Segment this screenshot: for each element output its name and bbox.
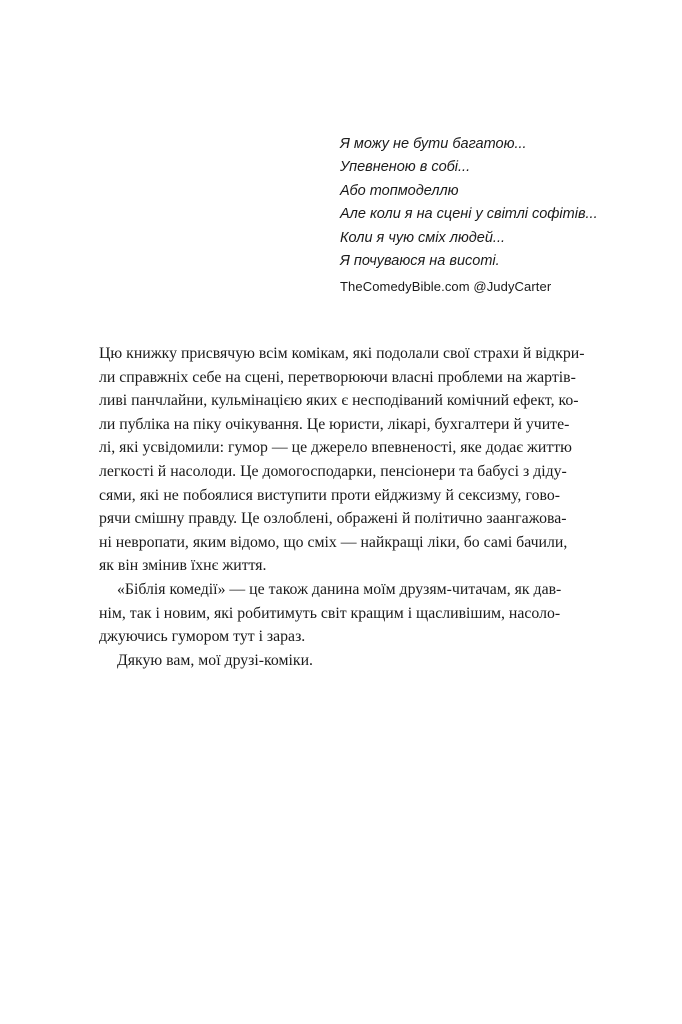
dedication-line: лі, які усвідомили: гумор — це джерело впевненості, яке додає життю xyxy=(99,439,572,457)
dedication-line: рячи смішну правду. Це озлоблені, ображені й політично заангажова- xyxy=(99,510,567,528)
dedication-text xyxy=(99,342,585,672)
epigraph-line: Коли я чую сміх людей... xyxy=(340,229,506,246)
dedication-line: Дякую вам, мої друзі-коміки. xyxy=(117,651,313,669)
dedication-line: ли публіка на піку очікування. Це юристи, лікарі, бухгалтери й учите- xyxy=(99,415,570,433)
epigraph-line: Я можу не бути багатою... xyxy=(340,136,527,152)
dedication-line: джуючись гумором тут і зараз. xyxy=(99,628,306,646)
dedication-line: «Біблія комедії» — це також данина моїм друзям-читачам, як дав- xyxy=(117,580,562,598)
dedication-line: сями, які не побоялися виступити проти ейджизму й сексизму, гово- xyxy=(99,486,560,504)
dedication-line: ливі панчлайни, кульмінацією яких є несподіваний комічний ефект, ко- xyxy=(99,392,579,410)
epigraph-line: Упевненою в собі... xyxy=(340,159,471,176)
dedication-line: легкості й насолоди. Це домогосподарки, пенсіонери та бабусі з діду- xyxy=(99,462,567,480)
dedication-line: як він змінив їхнє життя. xyxy=(99,557,267,575)
dedication-line: Цю книжку присвячую всім комікам, які подолали свої страхи й відкри- xyxy=(99,345,585,362)
dedication-line: нім, так і новим, які робитимуть світ кращим і щасливішим, насоло- xyxy=(99,604,561,622)
epigraph-line: Але коли я на сцені у світлі софітів... xyxy=(340,206,598,223)
dedication-line: ли справжніх себе на сцені, перетворюючи власні проблеми на жартів- xyxy=(99,368,576,386)
epigraph xyxy=(340,133,660,295)
dedication-line: ні невропати, яким відомо, що сміх — найкращі ліки, бо самі бачили, xyxy=(99,533,568,551)
epigraph-line: Я почуваюся на висоті. xyxy=(340,252,500,269)
epigraph-source: TheComedyBible.com @JudyCarter xyxy=(340,279,552,295)
epigraph-line: Або топмоделлю xyxy=(340,182,459,199)
